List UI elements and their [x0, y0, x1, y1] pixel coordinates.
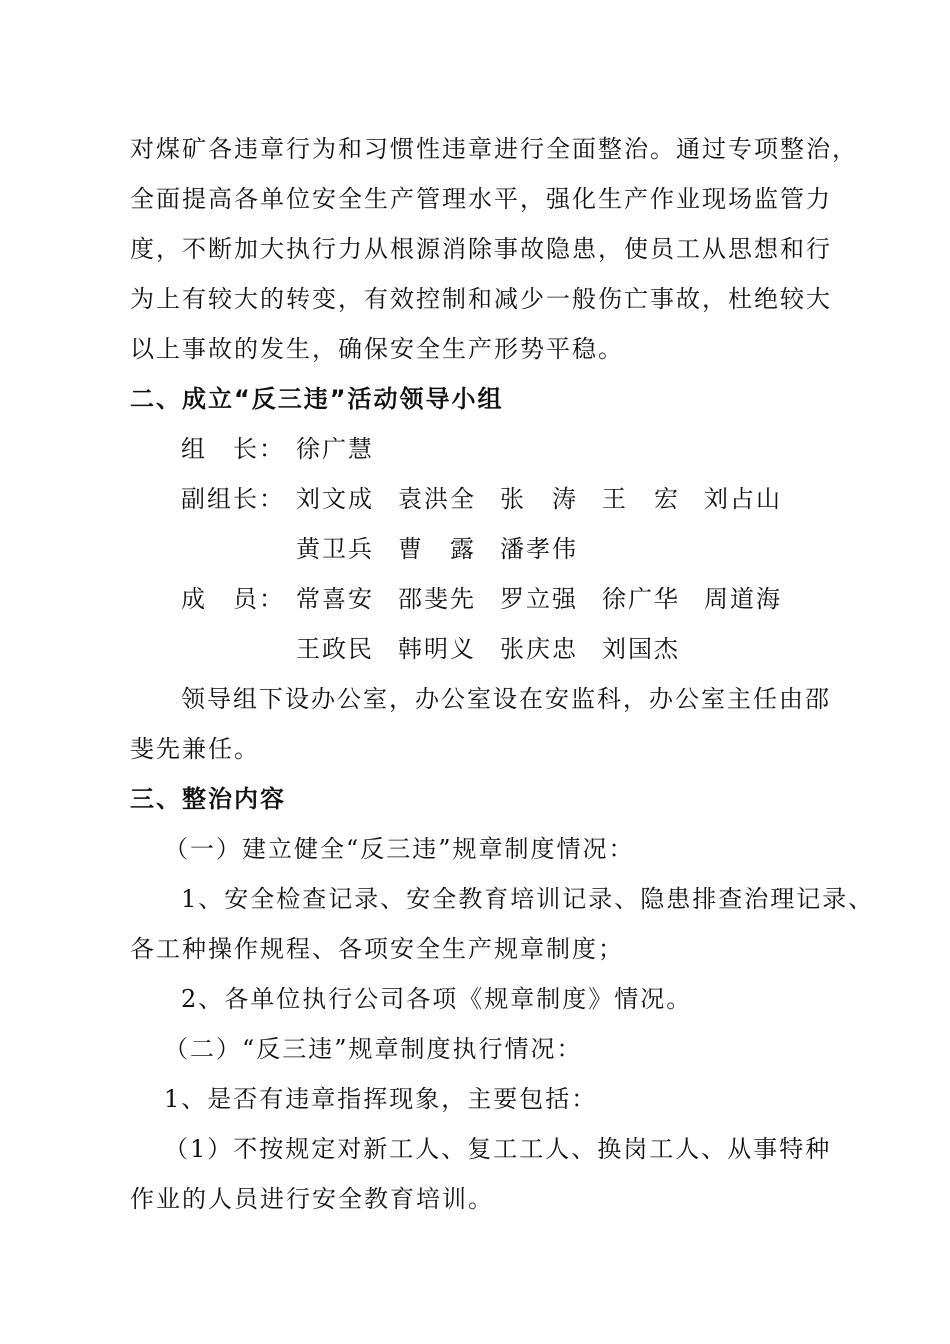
member-name: 王政民: [296, 635, 374, 663]
intro-line-1: 对煤矿各违章行为和习惯性违章进行全面整治。通过专项整治，: [130, 135, 858, 163]
member-name: 刘国杰: [602, 635, 680, 663]
office-line-1: 领导组下设办公室，办公室设在安监科，办公室主任由邵: [181, 685, 831, 713]
item-1-line-1: 1、安全检查记录、安全教育培训记录、隐患排查治理记录、: [181, 885, 875, 913]
member-label: 成 员：: [181, 585, 285, 613]
member-name: 韩明义: [398, 635, 476, 663]
intro-line-3: 度，不断加大执行力从根源消除事故隐患，使员工从思想和行: [130, 235, 832, 263]
deputy-name: 王 宏: [602, 485, 680, 513]
member-name: 常喜安: [296, 585, 374, 613]
deputy-name: 袁洪全: [398, 485, 476, 513]
deputy-name: 潘孝伟: [500, 535, 578, 563]
member-name: 邵斐先: [398, 585, 476, 613]
subsection-2-item-1: 1、是否有违章指挥现象，主要包括：: [164, 1085, 598, 1113]
section-2-heading: 二、成立“反三违”活动领导小组: [130, 385, 504, 413]
item-1-line-2: 各工种操作规程、各项安全生产规章制度；: [130, 935, 624, 963]
member-name: 徐广华: [602, 585, 680, 613]
member-name: 张庆忠: [500, 635, 578, 663]
intro-line-5: 以上事故的发生，确保安全生产形势平稳。: [130, 335, 624, 363]
subsection-1-heading: （一）建立健全“反三违”规章制度情况：: [164, 835, 635, 863]
point-1-line-2: 作业的人员进行安全教育培训。: [130, 1185, 494, 1213]
intro-line-2: 全面提高各单位安全生产管理水平，强化生产作业现场监管力: [130, 185, 832, 213]
item-2: 2、各单位执行公司各项《规章制度》情况。: [181, 985, 693, 1013]
deputy-name: 张 涛: [500, 485, 578, 513]
point-1-line-1: （1）不按规定对新工人、复工工人、换岗工人、从事特种: [164, 1135, 832, 1163]
deputy-name: 刘文成: [296, 485, 374, 513]
office-line-2: 斐先兼任。: [130, 735, 260, 763]
subsection-2-heading: （二）“反三违”规章制度执行情况：: [164, 1035, 583, 1063]
leader-label: 组 长：: [181, 435, 285, 463]
deputy-label: 副组长：: [181, 485, 285, 513]
member-name: 罗立强: [500, 585, 578, 613]
section-3-heading: 三、整治内容: [130, 785, 286, 813]
intro-line-4: 为上有较大的转变，有效控制和减少一般伤亡事故，杜绝较大: [130, 285, 832, 313]
member-name: 周道海: [704, 585, 782, 613]
deputy-name: 黄卫兵: [296, 535, 374, 563]
leader-name: 徐广慧: [296, 435, 374, 463]
deputy-name: 曹 露: [398, 535, 476, 563]
deputy-name: 刘占山: [704, 485, 782, 513]
